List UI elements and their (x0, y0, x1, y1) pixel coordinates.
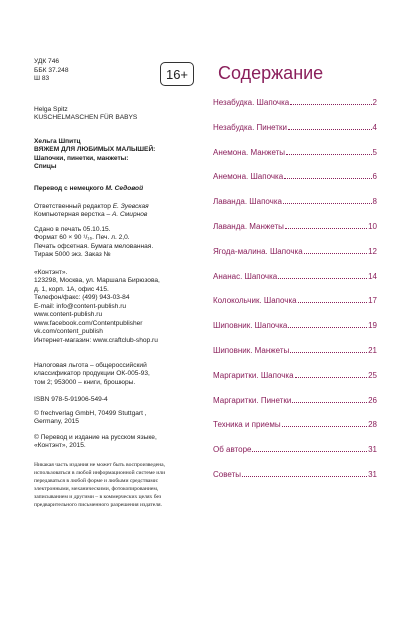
toc-item-page: 14 (368, 271, 377, 281)
toc-item-page: 4 (372, 122, 377, 132)
publisher-info (34, 269, 206, 345)
toc-item[interactable] (213, 468, 377, 479)
translation-prefix: Перевод с немецкого (34, 185, 106, 192)
publisher-line: Интернет-магазин: www.craftclub-shop.ru (34, 336, 158, 344)
publisher-line: www.content-publish.ru (34, 311, 103, 319)
toc-item-page: 28 (368, 420, 377, 430)
toc-item[interactable] (213, 96, 377, 107)
toc-item-title: Ягода-малина. Шапочка (213, 246, 303, 256)
toc-item-page: 31 (368, 445, 377, 455)
bbk-code: ББК 37.248 (34, 66, 69, 74)
print-info-line: Сдано в печать 05.10.15. (34, 226, 111, 233)
author-code: Ш 83 (34, 75, 50, 83)
rights-notice (34, 462, 206, 510)
original-title: KUSCHELMASCHEN FÜR BABYS (34, 114, 138, 122)
toc-item-title: Лаванда. Шапочка (213, 197, 282, 207)
print-info (34, 226, 206, 260)
original-edition (34, 106, 206, 123)
toc-item-title: Анемона. Манжеты (213, 147, 286, 157)
publisher-line: «Контэнт». (34, 269, 68, 276)
catalog-codes (34, 58, 69, 84)
toc-item-page: 8 (372, 197, 377, 207)
udk-code: УДК 746 (34, 58, 60, 65)
publisher-line: Телефон/факс: (499) 943-03-84 (34, 294, 130, 302)
toc-item[interactable] (213, 319, 377, 330)
toc-item-page: 6 (372, 172, 377, 182)
publisher-line: д. 1, корп. 1А, офис 415. (34, 285, 109, 293)
russian-title-line3: Спицы (34, 163, 57, 171)
russian-author: Хельга Шпитц (34, 138, 81, 145)
print-info-line: Печать офсетная. Бумага мелованная. (34, 242, 154, 250)
publisher-line: 123298, Москва, ул. Маршала Бирюзова, (34, 277, 160, 285)
toc-item[interactable] (213, 270, 377, 281)
toc-dot-leader (290, 104, 371, 105)
tax-line: Налоговая льгота – общероссийский (34, 362, 147, 369)
toc-item[interactable] (213, 245, 377, 256)
toc-dot-leader (252, 451, 367, 452)
toc-item[interactable] (213, 195, 377, 206)
toc-dot-leader (242, 476, 367, 477)
rights-line: электронными, механическими, фотокопированием, (34, 485, 159, 492)
toc-item-title: Анемона. Шапочка (213, 172, 284, 182)
toc-item[interactable] (213, 146, 377, 157)
toc-item-page: 5 (372, 147, 377, 157)
tax-info (34, 362, 206, 387)
rights-line: Никакая часть издания не может быть воспроизведена, (34, 462, 166, 468)
copyright-line: Germany, 2015 (34, 418, 79, 426)
toc-title: Содержание (218, 63, 324, 83)
rights-line: записыванием и другими – в коммерческих целях без (34, 493, 162, 500)
toc-dot-leader (292, 402, 367, 403)
print-info-line: Формат 60 × 90 ¹/₁₆. Печ. л. 2,0. (34, 234, 130, 242)
toc-dot-leader (286, 154, 372, 155)
copyright-line: © Перевод и издание на русском языке, (34, 434, 157, 441)
publisher-line: www.facebook.com/Contentpublisher (34, 319, 143, 327)
toc-item[interactable] (213, 344, 377, 355)
layout-prefix: Компьютерная верстка – (34, 211, 112, 219)
toc-dot-leader (288, 129, 372, 130)
publisher-line: vk.com/content_publish (34, 328, 103, 336)
toc-dot-leader (304, 253, 367, 254)
toc-item-title: Советы (213, 470, 241, 479)
toc-dot-leader (290, 352, 367, 353)
staff-credits (34, 203, 206, 220)
isbn: ISBN 978-5-91906-549-4 (34, 396, 108, 403)
toc-item-title: Маргаритки. Пинетки (213, 395, 292, 405)
toc-item-title: Ананас. Шапочка (213, 271, 278, 281)
toc-item-title: Техника и приемы (213, 420, 281, 430)
age-rating-badge: 16+ (160, 62, 194, 86)
toc-item-page: 25 (368, 370, 377, 380)
russian-title-line1: ВЯЖЕМ ДЛЯ ЛЮБИМЫХ МАЛЫШЕЙ: (34, 146, 156, 154)
rights-line: использоваться в любой информационной системе или (34, 469, 166, 476)
toc-item[interactable] (213, 369, 377, 380)
print-info-line: Тираж 5000 экз. Заказ № (34, 251, 111, 259)
toc-dot-leader (288, 327, 367, 328)
layout-name: А. Смирнов (111, 211, 148, 219)
toc-dot-leader (283, 203, 372, 204)
copyright-translation (34, 434, 206, 451)
editor-prefix: Ответственный редактор (34, 203, 113, 210)
toc-item-page: 26 (368, 395, 377, 405)
editor-credit (34, 203, 206, 211)
editor-name: Е. Зуевская (112, 203, 149, 210)
toc-item[interactable] (213, 170, 377, 181)
toc-item-title: Маргаритки. Шапочка (213, 370, 294, 380)
translation-credit (34, 185, 206, 193)
toc-item-page: 31 (368, 470, 377, 479)
russian-title-line2: Шапочки, пинетки, манжеты: (34, 154, 129, 162)
toc-item[interactable] (213, 394, 377, 405)
tax-line: классификатор продукции ОК-005-93, (34, 370, 150, 378)
toc-item-page: 19 (368, 321, 377, 331)
toc-item[interactable] (213, 121, 377, 132)
rights-line: предварительного письменного разрешения издателя. (34, 501, 162, 508)
toc-item-title: Шиповник. Шапочка (213, 321, 288, 331)
toc-item-title: Колокольчик. Шапочка (213, 296, 297, 306)
toc-item-title: Об авторе (213, 445, 252, 455)
copyright-line: «Контэнт», 2015. (34, 442, 86, 450)
toc-item[interactable] (213, 418, 377, 429)
tax-line: том 2; 953000 – книги, брошюры. (34, 378, 136, 386)
toc-item[interactable] (213, 294, 377, 305)
toc-item-title: Незабудка. Шапочка (213, 98, 290, 107)
toc-dot-leader (298, 302, 368, 303)
toc-item-page: 2 (372, 98, 377, 107)
toc-item-title: Незабудка. Пинетки (213, 122, 287, 132)
toc-dot-leader (295, 377, 368, 378)
toc-item[interactable] (213, 443, 377, 454)
copyright-original (34, 410, 206, 427)
toc-item[interactable] (213, 220, 377, 231)
translator-name: М. Седовой (105, 185, 144, 192)
layout-credit (34, 211, 206, 219)
toc-item-page: 21 (368, 346, 377, 355)
toc-item-page: 12 (368, 246, 377, 256)
toc-dot-leader (285, 228, 367, 229)
rights-line: передаваться в любой форме и любыми средствами: (34, 477, 159, 484)
toc-item-page: 10 (368, 222, 377, 231)
toc-item-page: 17 (368, 296, 377, 306)
publisher-line: E-mail: info@content-publish.ru (34, 302, 127, 310)
toc-dot-leader (284, 178, 371, 179)
toc-dot-leader (278, 278, 367, 279)
toc-dot-leader (282, 426, 368, 427)
toc-item-title: Шиповник. Манжеты (213, 346, 290, 355)
copyright-line: © frechverlag GmbH, 70499 Stuttgart , (34, 410, 147, 417)
original-author: Helga Spitz (34, 106, 68, 113)
toc-item-title: Лаванда. Манжеты (213, 222, 284, 231)
russian-edition (34, 138, 206, 172)
